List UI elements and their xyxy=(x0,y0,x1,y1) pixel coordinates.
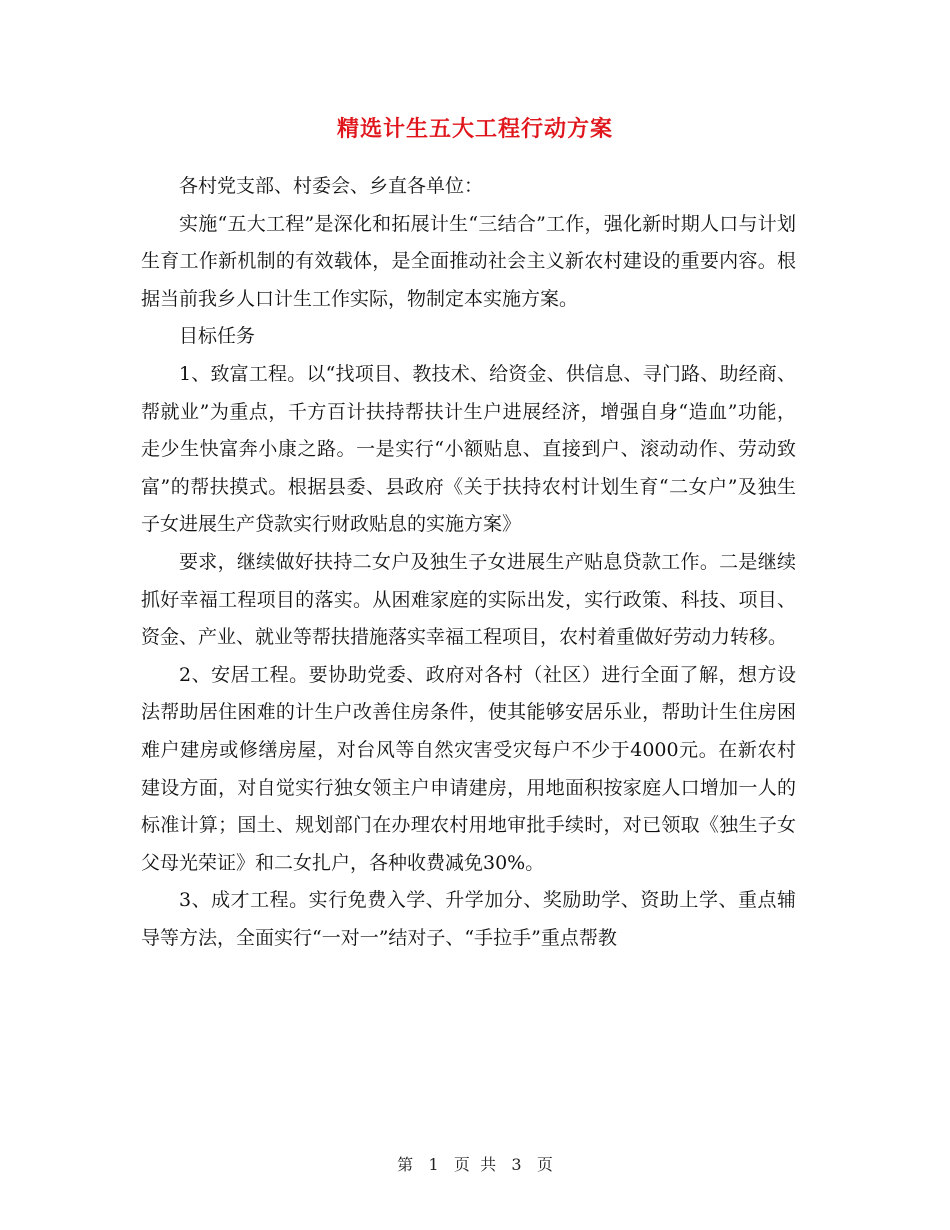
total-pages-number: 3 xyxy=(511,1155,522,1174)
footer-prefix: 第 xyxy=(397,1155,414,1174)
document-title: 精选计生五大工程行动方案 xyxy=(336,116,613,142)
document-body xyxy=(141,168,796,957)
footer-suffix: 页 xyxy=(536,1155,553,1174)
footer-middle: 页 共 xyxy=(453,1155,497,1174)
paragraph-salutation: 各村党支部、村委会、乡直各单位： xyxy=(179,175,484,197)
current-page-number: 1 xyxy=(428,1155,439,1174)
paragraph-intro: 实施“五大工程”是深化和拓展计生“三结合”工作，强化新时期人口与计划生育工作新机制的有效载体，是全面推动社会主义新农村建设的重要内容。根据当前我乡人口计生工作实际，物制定本实施方案。 xyxy=(141,212,796,310)
page-footer xyxy=(0,1153,950,1177)
paragraph-talent-project: 3、成才工程。实行免费入学、升学加分、奖励助学、资助上学、重点辅导等方法，全面实行“一对一”结对子、“手拉手”重点帮教 xyxy=(141,889,796,949)
paragraph-wealth-project: 1、致富工程。以“找项目、教技术、给资金、供信息、寻门路、助经商、帮就业”为重点，千方百计扶持帮扶计生户进展经济，增强自身“造血”功能，走少生快富奔小康之路。一是实行“小额贴息、直接到户、滚动动作、劳动致富”的帮扶摸式。根据县委、县政府《关于扶持农村计划生育“二女户”及独生子女进展生产贷款实行财政贴息的实施方案》 xyxy=(141,362,796,536)
paragraph-housing-project: 2、安居工程。要协助党委、政府对各村（社区）进行全面了解，想方设法帮助居住困难的计生户改善住房条件，使其能够安居乐业，帮助计生住房困难户建房或修缮房屋，对台风等自然灾害受灾每户不少于4000元。在新农村建设方面，对自觉实行独女领主户申请建房，用地面积按家庭人口增加一人的标准计算；国土、规划部门在办理农村用地审批手续时，对已领取《独生子女父母光荣证》和二女扎户，各种收费减免30%。 xyxy=(141,663,796,874)
paragraph-heading-targets: 目标任务 xyxy=(179,325,256,348)
paragraph-wealth-requirements: 要求，继续做好扶持二女户及独生子女进展生产贴息贷款工作。二是继续抓好幸福工程项目的落实。从困难家庭的实际出发，实行政策、科技、项目、资金、产业、就业等帮扶措施落实幸福工程项目，农村着重做好劳动力转移。 xyxy=(141,550,796,649)
